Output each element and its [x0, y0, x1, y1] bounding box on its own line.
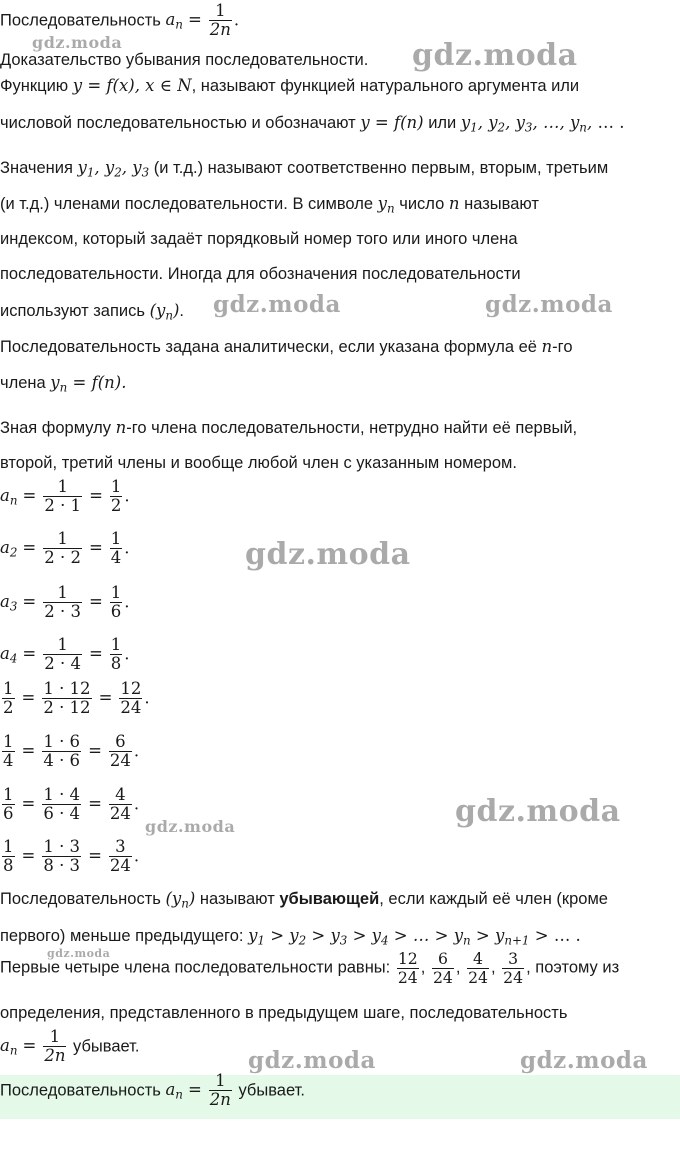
watermark: gdz.moda — [245, 537, 411, 572]
theory-p4-line2: второй, третий члены и вообще любой член с указанным номером. — [0, 454, 517, 472]
theory-p2-line3: индексом, который задаёт порядковый номер того или иного члена — [0, 230, 518, 248]
theory-p2-line5: используют запись $(y_n)$. — [0, 301, 185, 323]
answer-line: Последовательность $a_n$ = $\frac{1}{2n}$ убывает. — [0, 1071, 305, 1110]
theory-p2-line4: последовательности. Иногда для обозначения последовательности — [0, 265, 521, 283]
definition-line2: первого) меньше предыдущего: $y_1 > y_2 > y_3 > y_4$ > … > $y_n > y_{n+1}$ > … . — [0, 926, 581, 948]
watermark: gdz.moda — [485, 291, 613, 318]
conclusion-line1: Первые четыре члена последовательности равны: $\frac{12}{24}$ , $\frac{6}{24}$ , $\frac{4}{24}$ , $\frac{3}{24}$ , поэтому из — [0, 949, 620, 987]
definition-line1: Последовательность $(y_n)$ называют убывающей, если каждый её член (кроме — [0, 889, 608, 911]
theory-p1-line1: Функцию y = f(x), x ∈ N, называют функцией натурального аргумента или — [0, 76, 580, 95]
conclusion-line3: $a_n$ = $\frac{1}{2n}$ убывает. — [0, 1027, 140, 1066]
step-heading: Доказательство убывания последовательности. — [0, 51, 369, 69]
term-row: $a_4$ = $\frac{1}{2 \cdot 4}$ = $\frac{1}{8}$ . — [0, 635, 130, 674]
theory-p2-line2: (и т.д.) членами последовательности. В символе $y_n$ число n называют — [0, 194, 539, 216]
term-row: $a_n$ = $\frac{1}{2 \cdot 1}$ = $\frac{1}{2}$ . — [0, 477, 130, 516]
conversion-row: $\frac{1}{2}$ = $\frac{1 \cdot 12}{2 \cdot 12}$ = $\frac{12}{24}$ . — [3, 679, 150, 718]
watermark: gdz.moda — [47, 947, 111, 960]
conversion-row: $\frac{1}{6}$ = $\frac{1 \cdot 4}{6 \cdot 4}$ = $\frac{4}{24}$ . — [3, 785, 140, 824]
watermark: gdz.moda — [520, 1047, 648, 1074]
theory-p1-line2: числовой последовательностью и обозначают y = f(n) или $y_1$, $y_2$, $y_3$, …, $y_n$, … . — [0, 113, 625, 135]
watermark: gdz.moda — [248, 1047, 376, 1074]
title-prefix: Последовательность — [0, 11, 161, 30]
watermark: gdz.moda — [32, 33, 123, 52]
theory-p3-line2: члена $y_n = f(n)$. — [0, 373, 127, 395]
title-line: Последовательность $a_n$ = $\frac{1}{2n}$ . — [0, 1, 240, 40]
watermark: gdz.moda — [213, 291, 341, 318]
term-row: $a_2$ = $\frac{1}{2 \cdot 2}$ = $\frac{1}{4}$ . — [0, 529, 130, 568]
conversion-row: $\frac{1}{4}$ = $\frac{1 \cdot 6}{4 \cdot 6}$ = $\frac{6}{24}$ . — [3, 732, 140, 771]
watermark: gdz.moda — [412, 38, 578, 73]
conversion-row: $\frac{1}{8}$ = $\frac{1 \cdot 3}{8 \cdot 3}$ = $\frac{3}{24}$ . — [3, 837, 140, 876]
theory-p4-line1: Зная формулу n-го члена последовательности, нетрудно найти её первый, — [0, 418, 578, 437]
theory-p2-line1: Значения $y_1$, $y_2$, $y_3$ (и т.д.) называют соответственно первым, вторым, третьим — [0, 158, 609, 180]
title-fraction: $\frac{1}{2n}$ — [209, 1, 231, 40]
term-row: $a_3$ = $\frac{1}{2 \cdot 3}$ = $\frac{1}{6}$ . — [0, 583, 130, 622]
theory-p3-line1: Последовательность задана аналитически, если указана формула её n-го — [0, 337, 573, 356]
conclusion-line2: определения, представленного в предыдущем шаге, последовательность — [0, 1004, 568, 1022]
watermark: gdz.moda — [145, 817, 236, 836]
watermark: gdz.moda — [455, 794, 621, 829]
title-var: $a_n$ — [165, 10, 183, 32]
